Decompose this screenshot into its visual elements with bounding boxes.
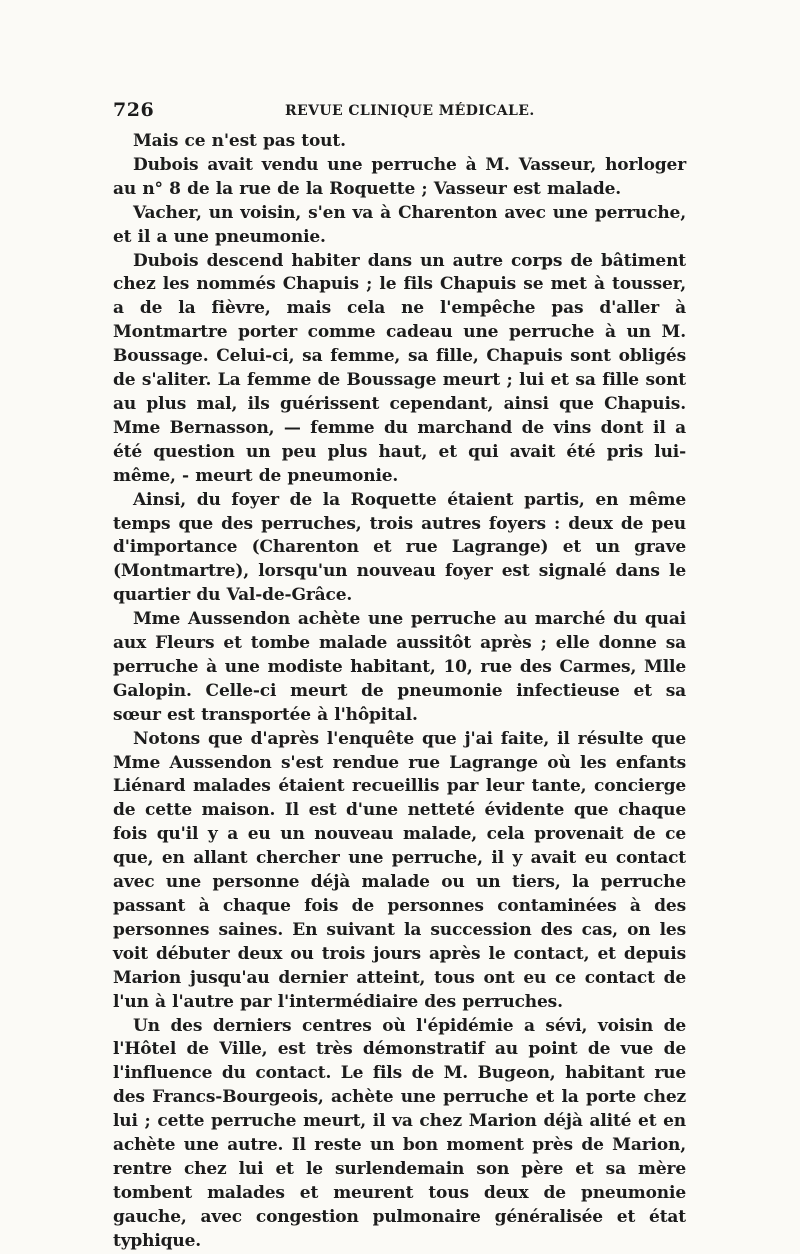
paragraph: Mais ce n'est pas tout.	[133, 131, 346, 151]
paragraph: Mme Aussendon achète une perruche au marché du quai aux Fleurs et tombe malade aussitôt après ; elle donne sa perruche à une modiste habitant, 10, rue des Carmes, Mlle Galopin. Celle-ci meurt de pneumonie infectieuse et sa sœur est transportée à l'hôpital.	[113, 609, 686, 725]
paragraph: Vacher, un voisin, s'en va à Charenton avec une perruche, et il a une pneumonie.	[113, 202, 686, 247]
paragraph: Dubois avait vendu une perruche à M. Vasseur, horloger au n° 8 de la rue de la Roquette ; Vasseur est malade.	[113, 154, 686, 199]
page-number: 726	[113, 99, 155, 121]
paragraph: Ainsi, du foyer de la Roquette étaient partis, en même temps que des perruches, trois autres foyers : deux de peu d'importance (Charenton et rue Lagrange) et un grave (Montmartre), lorsqu'un nouveau foyer est signalé dans le quartier du Val-de-Grâce.	[113, 489, 686, 606]
paragraph: Notons que d'après l'enquête que j'ai faite, il résulte que Mme Aussendon s'est rendue rue Lagrange où les enfants Liénard malades étaient recueillis par leur tante, concierge de cette maison. Il est d'une netteté évidente que chaque fois qu'il y a eu un nouveau malade, cela provenait de ce que, en allant chercher une perruche, il y avait eu contact avec une personne déjà malade ou un tiers, la perruche passant à chaque fois de personnes contaminées à des personnes saines. En suivant la succession des cas, on les voit débuter deux ou trois jours après le contact, et depuis Marion jusqu'au dernier atteint, tous ont eu ce contact de l'un à l'autre par l'intermédiaire des perruches.	[113, 728, 686, 1012]
paragraph: Un des derniers centres où l'épidémie a sévi, voisin de l'Hôtel de Ville, est très démonstratif au point de vue de l'influence du contact. Le fils de M. Bugeon, habitant rue des Francs-Bourgeois, achète une perruche et la porte chez lui ; cette perruche meurt, il va chez Marion déjà alité et en achète une autre. Il reste un bon moment près de Marion, rentre chez lui et le surlendemain son père et sa mère tombent malades et meurent tous deux de pneumonie gauche, avec congestion pulmonaire généralisée et état typhique.	[113, 1015, 686, 1251]
running-title: REVUE CLINIQUE MÉDICALE.	[285, 103, 535, 119]
body-text	[113, 130, 686, 1254]
page-header	[113, 98, 686, 122]
paragraph: Dubois descend habiter dans un autre corps de bâtiment chez les nommés Chapuis ; le fils Chapuis se met à tousser, a de la fièvre, mais cela ne l'empêche pas d'aller à Montmartre porter comme cadeau une perruche à un M. Boussage. Celui-ci, sa femme, sa fille, Chapuis sont obligés de s'aliter. La femme de Boussage meurt ; lui et sa fille sont au plus mal, ils guérissent cependant, ainsi que Chapuis. Mme Bernasson, — femme du marchand de vins dont il a été question un peu plus haut, et qui avait été pris lui-même, - meurt de pneumonie.	[113, 250, 686, 486]
